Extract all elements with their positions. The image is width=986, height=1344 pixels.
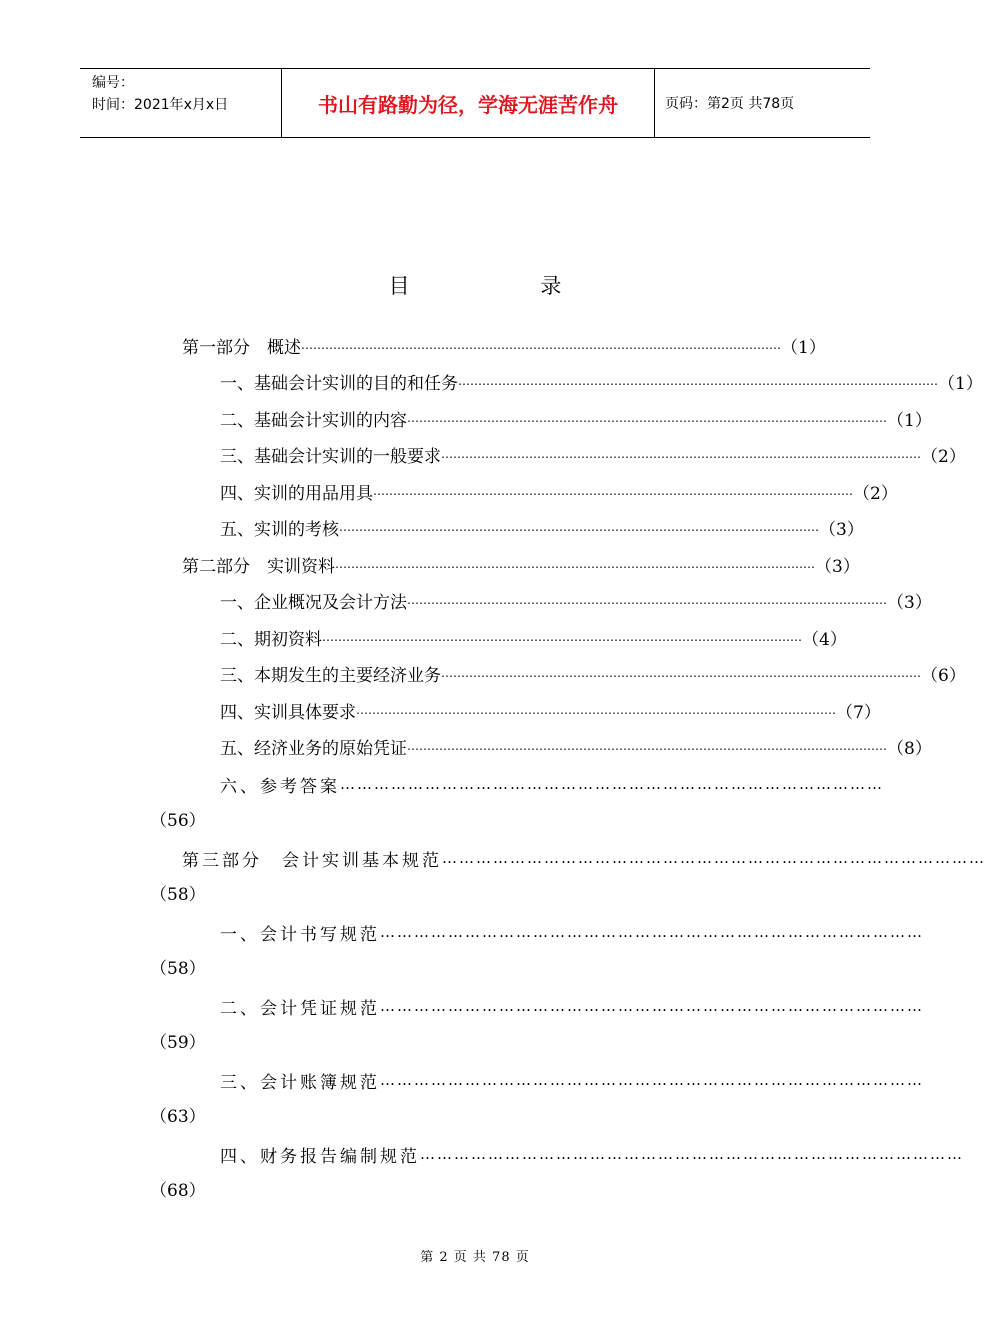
toc-entry-label: 五、经济业务的原始凭证: [220, 738, 407, 759]
toc-entry-page: （2）: [853, 483, 898, 504]
toc-leader-dots: …………………………………………………………………………………………………………: [301, 338, 781, 352]
toc-entry-label: 四、实训具体要求: [220, 702, 356, 723]
toc-leader-dots: …………………………………………………………………………………………………………: [322, 630, 802, 644]
toc-leader-dots: ……………………………………………………………………………………: [340, 775, 884, 793]
toc-entry-page: （68）: [150, 1181, 206, 1201]
toc-leader-dots: …………………………………………………………………………………………………………: [441, 447, 921, 461]
toc-entry-page: （4）: [802, 629, 847, 650]
toc-entry[interactable]: [220, 698, 881, 723]
toc-entry-label: 一、企业概况及会计方法: [220, 592, 407, 613]
toc-entry[interactable]: [220, 1068, 924, 1093]
toc-entry-label: 四、财务报告编制规范: [220, 1146, 420, 1167]
toc-entry-label: 二、基础会计实训的内容: [220, 410, 407, 431]
toc-leader-dots: …………………………………………………………………………………………………………: [373, 484, 853, 498]
toc-entry[interactable]: [220, 920, 924, 945]
page-footer: 第 2 页 共 78 页: [420, 1250, 530, 1265]
toc-entry-page: （58）: [150, 885, 206, 905]
toc-leader-dots: …………………………………………………………………………………………………………: [407, 411, 887, 425]
toc-entry-page: （1）: [781, 337, 826, 358]
toc-entry-page: （8）: [887, 738, 932, 759]
toc-leader-dots: …………………………………………………………………………………………………………: [335, 557, 815, 571]
toc-entry-label: 五、实训的考核: [220, 519, 339, 540]
toc-entry-page: （6）: [921, 665, 966, 686]
toc-entry[interactable]: [220, 406, 932, 431]
toc-entry-page: （3）: [887, 592, 932, 613]
toc-entry[interactable]: [220, 442, 966, 467]
toc-leader-dots: …………………………………………………………………………………………………………: [441, 666, 921, 680]
toc-entry-label: 六、参考答案: [220, 776, 340, 797]
toc-entry[interactable]: [220, 625, 847, 650]
toc-entry-page: （63）: [150, 1107, 206, 1127]
toc-entry-page: （7）: [836, 702, 881, 723]
toc-entry-page: （58）: [150, 959, 206, 979]
toc-entry-page: （1）: [887, 410, 932, 431]
toc-entry-page: （3）: [819, 519, 864, 540]
toc-entry[interactable]: [182, 846, 986, 871]
toc-entry-label: 第三部分 会计实训基本规范: [182, 850, 442, 871]
header-meta: [80, 69, 282, 137]
toc-entry[interactable]: [220, 734, 932, 759]
toc-entry-label: 第二部分 实训资料: [182, 556, 335, 577]
toc-leader-dots: ……………………………………………………………………………………: [380, 997, 924, 1015]
toc-entry-page: （3）: [815, 556, 860, 577]
toc-leader-dots: ……………………………………………………………………………………: [420, 1145, 964, 1163]
toc-entry-label: 三、会计账簿规范: [220, 1072, 380, 1093]
toc-entry[interactable]: [220, 994, 924, 1019]
toc-entry-label: 三、本期发生的主要经济业务: [220, 665, 441, 686]
toc-entry-page: （2）: [921, 446, 966, 467]
toc-leader-dots: ……………………………………………………………………………………: [380, 1071, 924, 1089]
page-header: [80, 68, 870, 138]
toc-entry-page: （59）: [150, 1033, 206, 1053]
toc-entry[interactable]: [220, 369, 983, 394]
toc-entry-page: （1）: [938, 373, 983, 394]
toc-leader-dots: …………………………………………………………………………………………………………: [356, 703, 836, 717]
toc-leader-dots: …………………………………………………………………………………………………………: [458, 374, 938, 388]
header-motto: 书山有路勤为径，学海无涯苦作舟: [282, 69, 655, 137]
toc-leader-dots: …………………………………………………………………………………………………………: [407, 739, 887, 753]
toc-entry-label: 一、基础会计实训的目的和任务: [220, 373, 458, 394]
header-page-info: 页码：第2页 共78页: [665, 96, 795, 112]
toc-entry-label: 四、实训的用品用具: [220, 483, 373, 504]
time-label: 时间：2021年x月x日: [92, 97, 229, 113]
number-label: 编号：: [92, 75, 134, 91]
toc-entry[interactable]: [220, 1142, 964, 1167]
toc-entry-label: 三、基础会计实训的一般要求: [220, 446, 441, 467]
toc-leader-dots: ……………………………………………………………………………………: [380, 923, 924, 941]
toc-entry-page: （56）: [150, 811, 206, 831]
toc-title: 目 录: [388, 274, 624, 298]
toc-entry-label: 二、会计凭证规范: [220, 998, 380, 1019]
toc-entry[interactable]: [182, 552, 860, 577]
toc-entry[interactable]: [220, 479, 898, 504]
toc-entry-label: 第一部分 概述: [182, 337, 301, 358]
toc-entry[interactable]: [220, 661, 966, 686]
toc-leader-dots: …………………………………………………………………………………………………………: [407, 593, 887, 607]
toc-entry[interactable]: [220, 515, 864, 540]
toc-entry[interactable]: [220, 588, 932, 613]
toc-leader-dots: …………………………………………………………………………………………………………: [339, 520, 819, 534]
toc-entry[interactable]: [220, 772, 884, 797]
toc-leader-dots: ……………………………………………………………………………………: [442, 849, 986, 867]
toc-entry[interactable]: [182, 333, 826, 358]
toc-entry-label: 一、会计书写规范: [220, 924, 380, 945]
toc-entry-label: 二、期初资料: [220, 629, 322, 650]
